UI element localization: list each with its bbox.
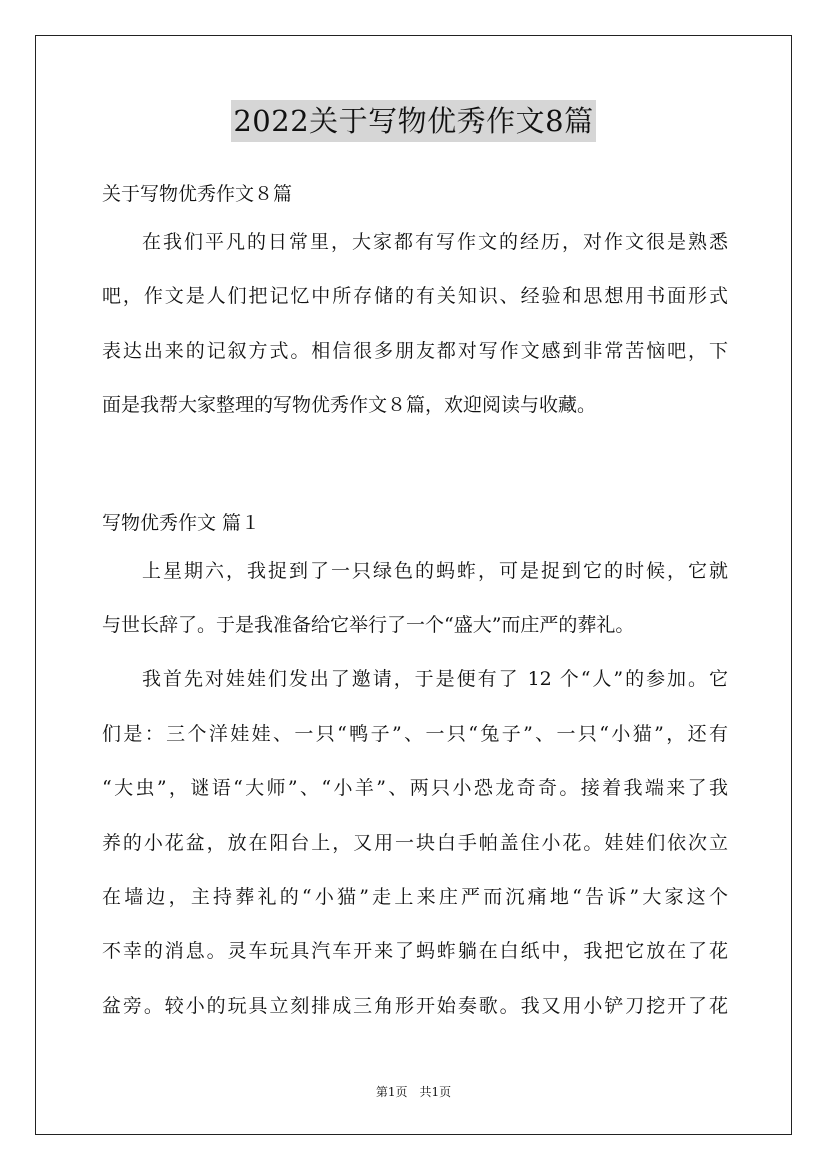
paragraph-line: 在我们平凡的日常里，大家都有写作文的经历，对作文很是熟悉 [142, 231, 728, 253]
section-heading: 写物优秀作文 篇１ [102, 511, 261, 534]
paragraph-line: 不幸的消息。灵车玩具汽车开来了蚂蚱躺在白纸中，我把它放在了花 [102, 940, 728, 963]
paragraph-line: 盆旁。较小的玩具立刻排成三角形开始奏歌。我又用小铲刀挖开了花 [102, 994, 728, 1017]
document-body [102, 171, 728, 1037]
paragraph-line: 们是：三个洋娃娃、一只“鸭子”、一只“兔子”、一只“小猫”，还有 [102, 722, 728, 745]
paragraph-2 [102, 656, 728, 1037]
paragraph-line: 与世长辞了。于是我准备给它举行了一个“盛大”而庄严的葬礼。 [102, 613, 635, 636]
paragraph-line: 上星期六，我捉到了一只绿色的蚂蚱，可是捉到它的时候，它就 [142, 559, 728, 582]
paragraph-line: 在墙边，主持葬礼的“小猫”走上来庄严而沉痛地“告诉”大家这个 [102, 885, 728, 908]
paragraph-line: 面是我帮大家整理的写物优秀作文８篇，欢迎阅读与收藏。 [102, 394, 597, 417]
paragraph-line: 我首先对娃娃们发出了邀请，于是便有了 12 个“人”的参加。它 [142, 668, 728, 691]
page-footer: 第1页 共1页 [375, 1085, 452, 1099]
document-subtitle: 关于写物优秀作文８篇 [102, 183, 293, 205]
section-spacer [102, 437, 728, 500]
intro-paragraph [102, 219, 728, 437]
paragraph-line: 表达出来的记叙方式。相信很多朋友都对写作文感到非常苦恼吧，下 [102, 339, 728, 362]
title-wrap [0, 100, 827, 142]
document-title: 2022关于写物优秀作文8篇 [231, 100, 595, 142]
paragraph-line: 吧，作文是人们把记忆中所存储的有关知识、经验和思想用书面形式 [102, 285, 728, 308]
paragraph-1 [102, 548, 728, 657]
paragraph-line: “大虫”，谜语“大师”、“小羊”、两只小恐龙奇奇。接着我端来了我 [102, 777, 728, 800]
paragraph-line: 养的小花盆，放在阳台上，又用一块白手帕盖住小花。娃娃们依次立 [102, 831, 728, 854]
